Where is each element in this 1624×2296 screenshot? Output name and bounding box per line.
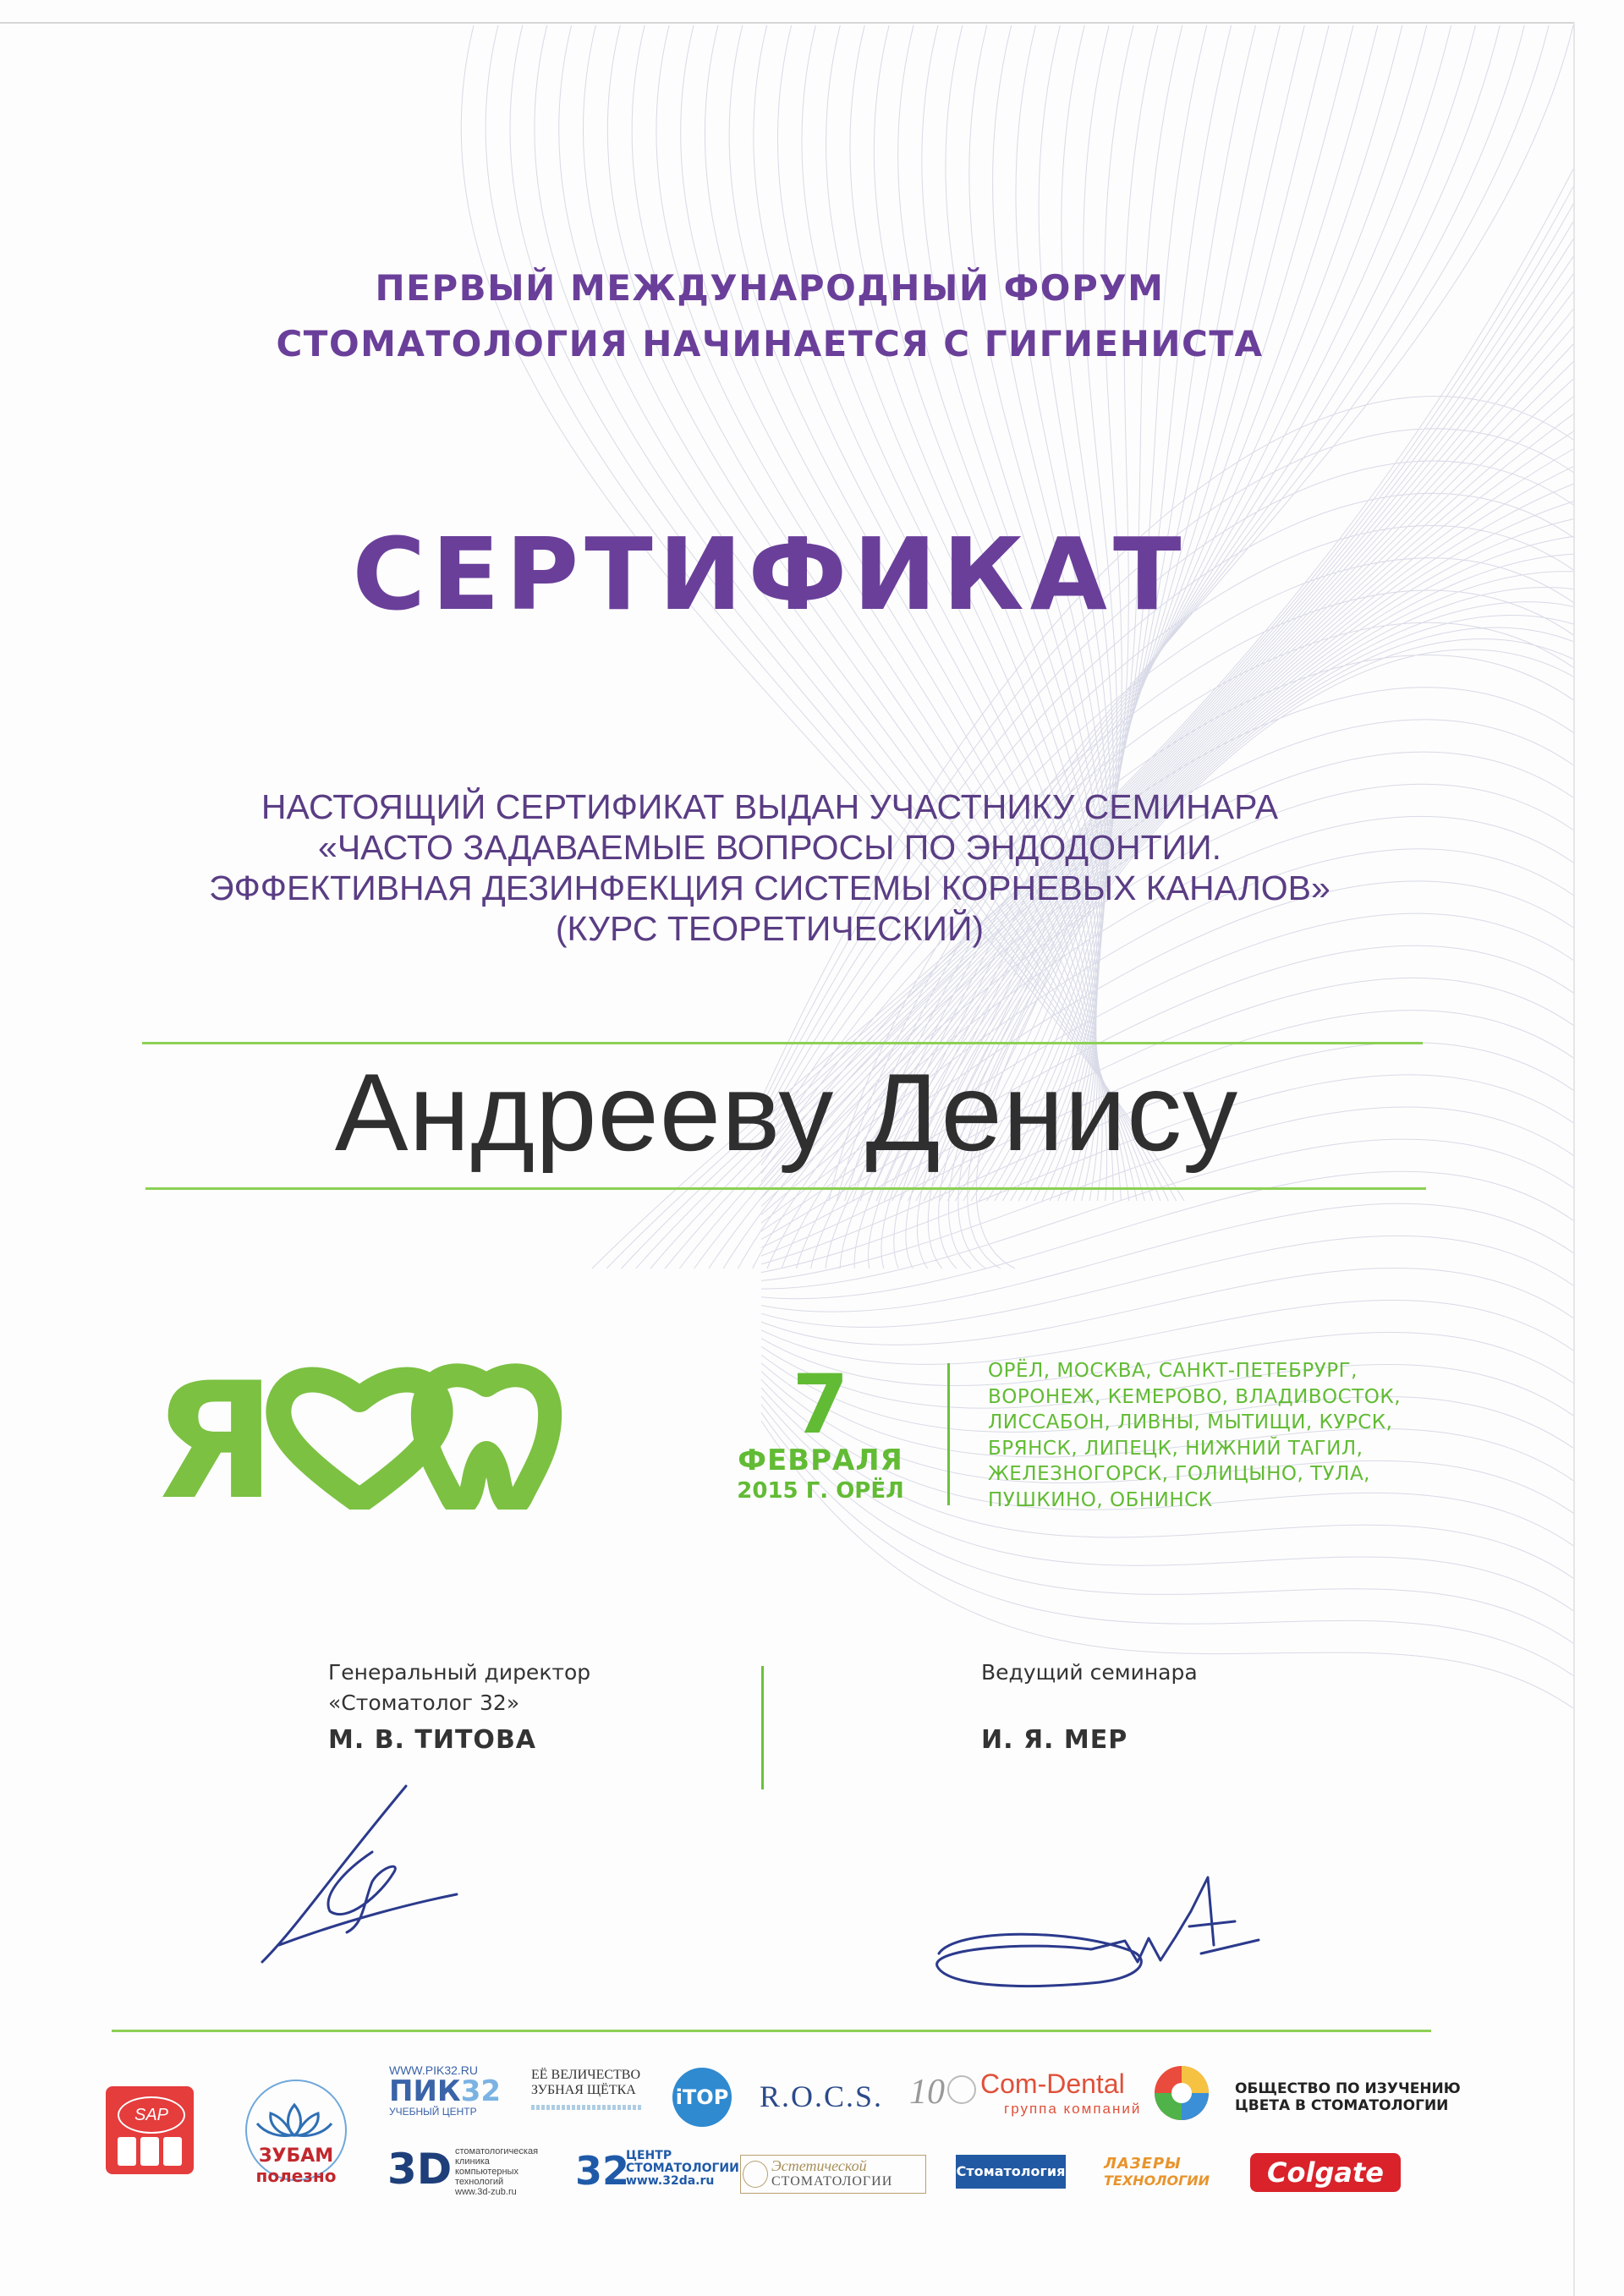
sponsor-esthetic (740, 2155, 926, 2194)
threed-text-4: технологий (455, 2177, 504, 2187)
recipient-name: Андрееву Денису (334, 1050, 1239, 1174)
name-bottom-rule (145, 1187, 1426, 1190)
society-line-1: ОБЩЕСТВО ПО ИЗУЧЕНИЮ (1235, 2080, 1461, 2097)
sponsor-toothbrush (531, 2068, 641, 2127)
city-line: ЖЕЛЕЗНОГОРСК, ГОЛИЦЫНО, ТУЛА, (988, 1463, 1370, 1485)
center-line-2: СТОМАТОЛОГИИ (626, 2162, 739, 2175)
forum-heading (169, 260, 1370, 372)
center-url: www.32da.ru (626, 2174, 715, 2188)
pik-sub: УЧЕБНЫЙ ЦЕНТР (389, 2106, 477, 2118)
pik-name: ПИК (389, 2074, 461, 2108)
right-signatory-name: И. Я. МЕР (981, 1725, 1128, 1755)
sponsor-rocs: R.O.C.S. (760, 2080, 884, 2113)
left-signatory-title (328, 1658, 590, 1718)
right-signature (922, 1860, 1277, 2004)
issued-line-3: ЭФФЕКТИВНАЯ ДЕЗИНФЕКЦИЯ СИСТЕМЫ КОРНЕВЫХ КАНАЛОВ» (209, 869, 1330, 907)
threed-text-2: клиника (455, 2156, 490, 2167)
city-line: ОРЁЛ, МОСКВА, САНКТ-ПЕТЕБРУРГ, (988, 1360, 1358, 1382)
issued-statement (85, 786, 1455, 949)
color-wheel-icon (1152, 2063, 1211, 2123)
forum-line-1: ПЕРВЫЙ МЕЖДУНАРОДНЫЙ ФОРУМ (375, 267, 1165, 309)
sponsor-3d-clinic (387, 2145, 557, 2204)
date-divider (947, 1363, 950, 1505)
zubam-text: ЗУБАМ (258, 2145, 334, 2167)
right-signatory-role: Ведущий семинара (981, 1660, 1198, 1685)
logo-letter: Я (152, 1362, 277, 1510)
laser-line-2: ТЕХНОЛОГИИ (1104, 2173, 1210, 2189)
sponsor-stomatologiya: Стоматология (956, 2155, 1066, 2189)
name-top-rule (142, 1042, 1423, 1044)
left-signature (245, 1776, 474, 1979)
event-date (727, 1357, 914, 1504)
threed-url: www.3d-zub.ru (455, 2187, 517, 2197)
city-line: ВОРОНЕЖ, КЕМЕРОВО, ВЛАДИВОСТОК, (988, 1385, 1402, 1408)
lotus-icon (254, 2100, 335, 2139)
signatory-divider (761, 1666, 764, 1789)
toothbrush-line-1: ЕЁ ВЕЛИЧЕСТВО (531, 2068, 641, 2082)
cities-list (988, 1358, 1428, 1513)
date-day: 7 (792, 1357, 849, 1452)
issued-line-1: НАСТОЯЩИЙ СЕРТИФИКАТ ВЫДАН УЧАСТНИКУ СЕМИНАРА (261, 787, 1279, 826)
center-line-1: ЦЕНТР (626, 2149, 672, 2162)
sponsor-zubam (222, 2076, 348, 2203)
forum-logo (152, 1362, 567, 1510)
com-dental-name: Com-Dental (980, 2069, 1125, 2099)
threed-text-1: стоматологическая (455, 2146, 539, 2156)
esthetic-line-2: СТОМАТОЛОГИИ (771, 2174, 893, 2189)
sponsor-color-society (1235, 2080, 1461, 2114)
footer-rule (112, 2030, 1431, 2032)
sponsor-colgate: Colgate (1250, 2153, 1401, 2192)
threed-text-3: компьютерных (455, 2167, 518, 2177)
sponsor-lasers (1104, 2155, 1214, 2192)
date-year-city: 2015 Г. ОРЁЛ (737, 1478, 904, 1504)
forum-line-2: СТОМАТОЛОГИЯ НАЧИНАЕТСЯ С ГИГИЕНИСТА (276, 323, 1264, 364)
sap-text: SAP (118, 2096, 185, 2134)
esthetic-line-1: Эстетической (771, 2157, 867, 2174)
left-signatory-org: «Стоматолог 32» (328, 1690, 520, 1715)
city-line: БРЯНСК, ЛИПЕЦК, НИЖНИЙ ТАГИЛ, (988, 1437, 1363, 1460)
issued-line-4: (КУРС ТЕОРЕТИЧЕСКИЙ) (555, 909, 985, 948)
sponsor-sap (106, 2086, 194, 2174)
date-month: ФЕВРАЛЯ (738, 1444, 903, 1477)
city-line: ЛИССАБОН, ЛИВНЫ, МЫТИЩИ, КУРСК, (988, 1411, 1393, 1433)
society-line-2: ЦВЕТА В СТОМАТОЛОГИИ (1235, 2097, 1449, 2114)
left-signatory-name: М. В. ТИТОВА (328, 1725, 537, 1755)
certificate-title: СЕРТИФИКАТ (352, 516, 1188, 633)
city-line: ПУШКИНО, ОБНИНСК (988, 1488, 1213, 1511)
issued-line-2: «ЧАСТО ЗАДАВАЕМЫЕ ВОПРОСЫ ПО ЭНДОДОНТИИ. (318, 828, 1221, 867)
sponsor-center: 32 ЦЕНТР СТОМАТОЛОГИИ www.32da.ru (575, 2148, 739, 2194)
left-signatory-role: Генеральный директор (328, 1660, 591, 1685)
sponsor-com-dental: 10 Com-Dental группа компаний (909, 2069, 1142, 2117)
laser-line-1: ЛАЗЕРЫ (1104, 2155, 1182, 2173)
sponsor-pik: WWW.PIK32.RU ПИК32 УЧЕБНЫЙ ЦЕНТР (389, 2063, 502, 2118)
toothbrush-line-2: ЗУБНАЯ ЩЁТКА (531, 2083, 636, 2097)
sponsor-itop: iTOP (672, 2068, 732, 2127)
zubam-text-2: полезно (255, 2166, 337, 2186)
com-dental-sub: группа компаний (1004, 2101, 1142, 2117)
pik-url: WWW.PIK32.RU (389, 2063, 479, 2077)
threed-logo: 3D (387, 2145, 453, 2194)
